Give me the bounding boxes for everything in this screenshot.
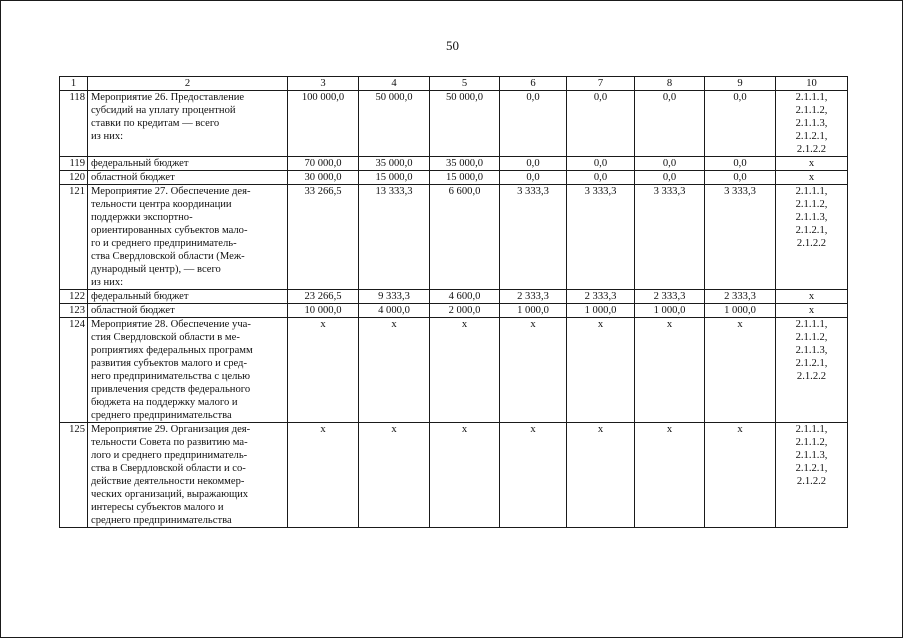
description-line: развития субъектов малого и сред-: [91, 358, 247, 369]
description-line: лого и среднего предприниматель-: [91, 450, 248, 461]
value-cell: 0,0: [567, 171, 635, 185]
value-cell: 3 333,3: [567, 185, 635, 290]
target-code: 2.1.1.3,: [795, 345, 828, 356]
header-cell: 2: [88, 77, 288, 91]
description-line: стия Свердловской области в ме-: [91, 332, 240, 343]
description-line: Мероприятие 29. Организация дея-: [91, 424, 251, 435]
budget-table: [59, 76, 848, 528]
value-cell: х: [430, 423, 500, 528]
row-number-cell: 120: [60, 171, 88, 185]
target-codes-cell: [776, 91, 848, 157]
row-number-cell: 124: [60, 318, 88, 423]
description-line: федеральный бюджет: [91, 158, 189, 169]
header-cell: 1: [60, 77, 88, 91]
target-codes-cell: [776, 157, 848, 171]
value-cell: 10 000,0: [288, 304, 359, 318]
value-cell: 4 000,0: [359, 304, 430, 318]
value-cell: 13 333,3: [359, 185, 430, 290]
row-number-cell: 122: [60, 290, 88, 304]
value-cell: 2 333,3: [635, 290, 705, 304]
target-code: х: [808, 172, 815, 183]
description-cell: [88, 157, 288, 171]
value-cell: х: [288, 423, 359, 528]
row-number-cell: 123: [60, 304, 88, 318]
value-cell: х: [430, 318, 500, 423]
target-code: х: [808, 158, 815, 169]
value-cell: 6 600,0: [430, 185, 500, 290]
value-cell: 1 000,0: [567, 304, 635, 318]
value-cell: 50 000,0: [359, 91, 430, 157]
value-cell: 3 333,3: [635, 185, 705, 290]
header-cell: 5: [430, 77, 500, 91]
description-line: тельности Совета по развитию ма-: [91, 437, 248, 448]
value-cell: 33 266,5: [288, 185, 359, 290]
description-line: ческих организаций, выражающих: [91, 489, 249, 500]
description-cell: [88, 171, 288, 185]
description-line: субсидий на уплату процентной: [91, 105, 236, 116]
description-line: областной бюджет: [91, 172, 175, 183]
target-code: 2.1.1.3,: [795, 450, 828, 461]
value-cell: х: [567, 423, 635, 528]
value-cell: 35 000,0: [430, 157, 500, 171]
description-line: бюджета на поддержку малого и: [91, 397, 238, 408]
value-cell: 2 333,3: [705, 290, 776, 304]
value-cell: 2 333,3: [500, 290, 567, 304]
description-line: Мероприятие 27. Обеспечение дея-: [91, 186, 251, 197]
header-row: [60, 77, 848, 91]
description-line: среднего предпринимательства: [91, 410, 232, 421]
target-code: 2.1.2.1,: [795, 463, 828, 474]
header-cell: 8: [635, 77, 705, 91]
value-cell: 3 333,3: [705, 185, 776, 290]
value-cell: 1 000,0: [635, 304, 705, 318]
target-code: 2.1.2.1,: [795, 225, 828, 236]
value-cell: х: [500, 318, 567, 423]
target-codes-cell: [776, 290, 848, 304]
target-code: 2.1.1.1,: [795, 319, 828, 330]
header-cell: 6: [500, 77, 567, 91]
value-cell: х: [635, 318, 705, 423]
value-cell: х: [705, 423, 776, 528]
target-code: 2.1.1.2,: [795, 332, 828, 343]
row-number-cell: 121: [60, 185, 88, 290]
value-cell: 0,0: [705, 171, 776, 185]
header-cell: 7: [567, 77, 635, 91]
target-code: х: [808, 291, 815, 302]
value-cell: 30 000,0: [288, 171, 359, 185]
table-row: [60, 423, 848, 528]
description-line: действие деятельности некоммер-: [91, 476, 245, 487]
value-cell: 0,0: [567, 91, 635, 157]
description-line: интересы субъектов малого и: [91, 502, 224, 513]
value-cell: 1 000,0: [705, 304, 776, 318]
row-number-cell: 119: [60, 157, 88, 171]
value-cell: х: [567, 318, 635, 423]
description-cell: [88, 304, 288, 318]
value-cell: 2 000,0: [430, 304, 500, 318]
value-cell: 0,0: [635, 171, 705, 185]
table-row: [60, 185, 848, 290]
value-cell: 70 000,0: [288, 157, 359, 171]
value-cell: х: [705, 318, 776, 423]
target-code: 2.1.1.2,: [795, 199, 828, 210]
description-line: федеральный бюджет: [91, 291, 189, 302]
description-line: областной бюджет: [91, 305, 175, 316]
value-cell: х: [359, 423, 430, 528]
target-code: 2.1.1.2,: [795, 437, 828, 448]
value-cell: 4 600,0: [430, 290, 500, 304]
header-cell: 3: [288, 77, 359, 91]
description-line: тельности центра координации: [91, 199, 232, 210]
target-codes-cell: [776, 318, 848, 423]
target-codes-cell: [776, 185, 848, 290]
description-line: среднего предпринимательства: [91, 515, 232, 526]
target-code: 2.1.2.1,: [795, 358, 828, 369]
value-cell: 0,0: [567, 157, 635, 171]
target-code: 2.1.1.2,: [795, 105, 828, 116]
table-row: [60, 91, 848, 157]
value-cell: 100 000,0: [288, 91, 359, 157]
description-line: него предпринимательства с целью: [91, 371, 251, 382]
target-code: 2.1.2.1,: [795, 131, 828, 142]
target-code: 2.1.1.1,: [795, 424, 828, 435]
value-cell: 0,0: [500, 171, 567, 185]
target-code: 2.1.1.3,: [795, 212, 828, 223]
table-body: [60, 77, 848, 528]
value-cell: х: [635, 423, 705, 528]
description-line: ства Свердловской области (Меж-: [91, 251, 245, 262]
description-line: привлечения средств федерального: [91, 384, 251, 395]
row-number-cell: 118: [60, 91, 88, 157]
row-number-cell: 125: [60, 423, 88, 528]
description-line: ориентированных субъектов мало-: [91, 225, 248, 236]
table-row: [60, 290, 848, 304]
table-row: [60, 171, 848, 185]
target-code: 2.1.1.3,: [795, 118, 828, 129]
value-cell: 50 000,0: [430, 91, 500, 157]
target-codes-cell: [776, 304, 848, 318]
value-cell: 0,0: [635, 157, 705, 171]
description-line: го и среднего предприниматель-: [91, 238, 237, 249]
description-cell: [88, 91, 288, 157]
page-number: 50: [446, 38, 459, 53]
description-line: Мероприятие 28. Обеспечение уча-: [91, 319, 251, 330]
value-cell: 1 000,0: [500, 304, 567, 318]
description-cell: [88, 318, 288, 423]
description-cell: [88, 290, 288, 304]
value-cell: х: [288, 318, 359, 423]
target-code: 2.1.2.2: [796, 144, 827, 155]
table-row: [60, 318, 848, 423]
target-code: 2.1.2.2: [796, 371, 827, 382]
value-cell: 0,0: [635, 91, 705, 157]
value-cell: 0,0: [705, 91, 776, 157]
description-line: роприятиях федеральных программ: [91, 345, 253, 356]
value-cell: 3 333,3: [500, 185, 567, 290]
description-cell: [88, 423, 288, 528]
value-cell: 35 000,0: [359, 157, 430, 171]
target-codes-cell: [776, 423, 848, 528]
value-cell: 0,0: [500, 91, 567, 157]
value-cell: х: [359, 318, 430, 423]
value-cell: 0,0: [705, 157, 776, 171]
value-cell: 23 266,5: [288, 290, 359, 304]
description-line: из них:: [91, 131, 124, 142]
description-cell: [88, 185, 288, 290]
target-code: 2.1.1.1,: [795, 92, 828, 103]
target-code: 2.1.2.2: [796, 238, 827, 249]
value-cell: х: [500, 423, 567, 528]
table-row: [60, 304, 848, 318]
target-code: 2.1.1.1,: [795, 186, 828, 197]
description-line: из них:: [91, 277, 124, 288]
value-cell: 2 333,3: [567, 290, 635, 304]
value-cell: 0,0: [500, 157, 567, 171]
description-line: ставки по кредитам — всего: [91, 118, 220, 129]
header-cell: 9: [705, 77, 776, 91]
description-line: поддержки экспортно-: [91, 212, 193, 223]
header-cell: 4: [359, 77, 430, 91]
target-code: х: [808, 305, 815, 316]
target-codes-cell: [776, 171, 848, 185]
value-cell: 15 000,0: [430, 171, 500, 185]
value-cell: 9 333,3: [359, 290, 430, 304]
description-line: дународный центр), — всего: [91, 264, 221, 275]
description-line: ства в Свердловской области и со-: [91, 463, 246, 474]
target-code: 2.1.2.2: [796, 476, 827, 487]
table-row: [60, 157, 848, 171]
value-cell: 15 000,0: [359, 171, 430, 185]
header-cell: 10: [776, 77, 848, 91]
description-line: Мероприятие 26. Предоставление: [91, 92, 245, 103]
